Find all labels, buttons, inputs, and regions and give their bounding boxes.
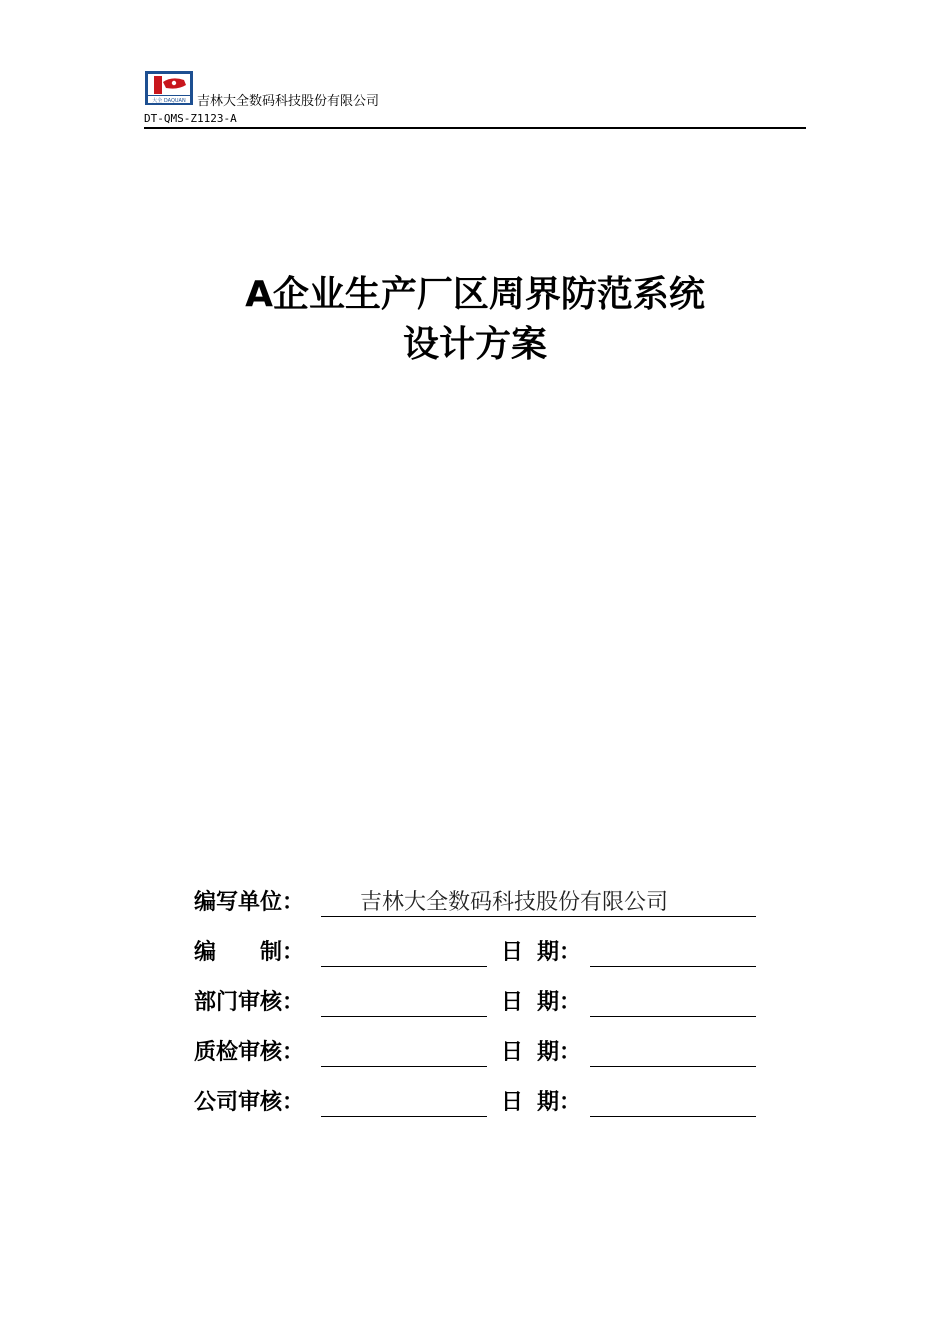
date-label (501, 939, 581, 967)
date-label-a: 日 (501, 1090, 524, 1115)
unit-underline (321, 916, 756, 917)
signoff-row-qc (194, 1035, 764, 1085)
document-title (0, 270, 950, 370)
signoff-row-dept (194, 985, 764, 1035)
signoff-row-unit (194, 885, 764, 935)
compile-label-a: 编 (194, 940, 217, 965)
signoff-table (194, 885, 764, 1135)
header-company-name: 吉林大全数码科技股份有限公司 (197, 94, 380, 109)
date-label-b: 期： (537, 940, 582, 965)
header-divider (144, 127, 806, 129)
unit-label: 编写单位： (194, 890, 305, 915)
company-review-field[interactable] (321, 1116, 487, 1117)
compile-label (194, 939, 304, 967)
date-label-b: 期： (537, 990, 582, 1015)
date-label-b: 期： (537, 1040, 582, 1065)
qc-field[interactable] (321, 1066, 487, 1067)
signoff-row-company (194, 1085, 764, 1135)
unit-value: 吉林大全数码科技股份有限公司 (360, 890, 669, 915)
date-label (501, 1039, 581, 1067)
date-label-a: 日 (501, 990, 524, 1015)
date-label (501, 1089, 581, 1117)
page-header (144, 70, 806, 130)
logo-lettering: 大全 DAQUAN (152, 98, 186, 104)
date-label-b: 期： (537, 1090, 582, 1115)
company-review-label: 公司审核： (194, 1090, 305, 1115)
document-code: DT-QMS-Z1123-A (144, 112, 237, 125)
dept-label: 部门审核： (194, 990, 305, 1015)
date-label-a: 日 (501, 1040, 524, 1065)
title-line-2: 设计方案 (402, 324, 547, 365)
company-logo (144, 70, 194, 106)
compile-date-field[interactable] (590, 966, 756, 967)
title-line-1: A企业生产厂区周界防范系统 (245, 274, 705, 315)
qc-date-field[interactable] (590, 1066, 756, 1067)
dept-field[interactable] (321, 1016, 487, 1017)
date-label (501, 989, 581, 1017)
dept-date-field[interactable] (590, 1016, 756, 1017)
company-review-date-field[interactable] (590, 1116, 756, 1117)
signoff-row-compile (194, 935, 764, 985)
compile-label-b: 制： (260, 940, 305, 965)
qc-label: 质检审核： (194, 1040, 305, 1065)
date-label-a: 日 (501, 940, 524, 965)
compile-field[interactable] (321, 966, 487, 967)
